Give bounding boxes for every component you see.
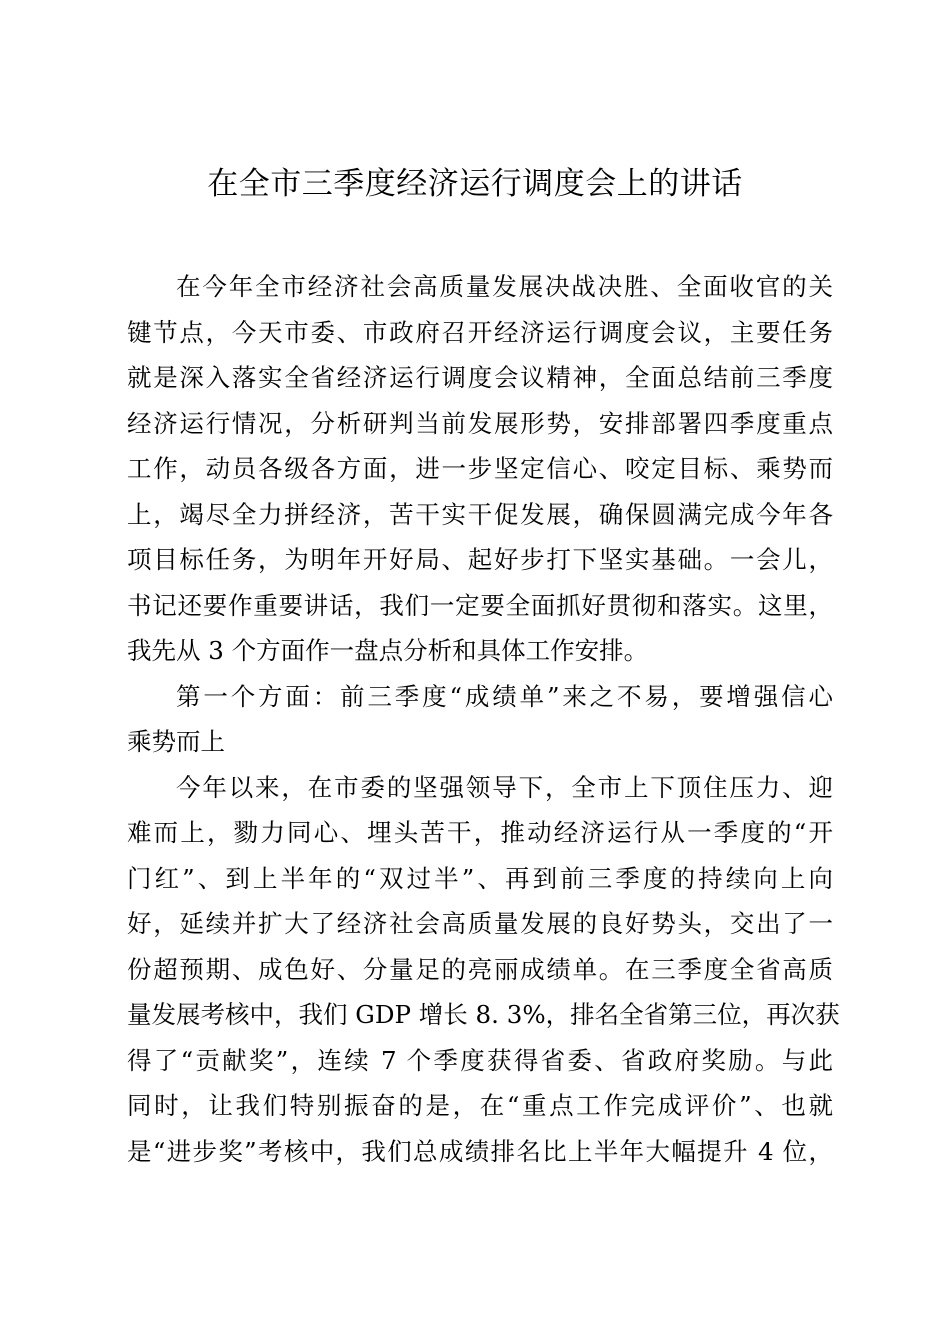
paragraph-3-line: 得了“贡献奖”，连续 7 个季度获得省委、省政府奖励。与此 [127,1045,833,1075]
paragraph-1-line: 经济运行情况，分析研判当前发展形势，安排部署四季度重点 [127,408,833,438]
paragraph-3-line: 量发展考核中，我们 GDP 增长 8. 3%，排名全省第三位，再次获 [127,1000,840,1029]
paragraph-1-line: 上，竭尽全力拼经济，苦干实干促发展，确保圆满完成今年各 [127,499,833,529]
paragraph-1-line: 书记还要作重要讲话，我们一定要全面抓好贯彻和落实。这里， [127,590,833,620]
paragraph-1-line: 键节点，今天市委、市政府召开经济运行调度会议，主要任务 [127,317,833,347]
document-body [127,264,840,1174]
paragraph-1-line: 我先从 3 个方面作一盘点分析和具体工作安排。 [127,636,649,665]
paragraph-3-line: 好，延续并扩大了经济社会高质量发展的良好势头，交出了一 [127,909,833,938]
paragraph-1-line: 项目标任务，为明年开好局、起好步打下坚实基础。一会儿， [127,545,833,574]
paragraph-1-line: 在今年全市经济社会高质量发展决战决胜、全面收官的关 [176,272,833,301]
paragraph-1-line: 就是深入落实全省经济运行调度会议精神，全面总结前三季度 [127,363,833,392]
paragraph-1-line: 工作，动员各级各方面，进一步坚定信心、咬定目标、乘势而 [127,454,833,483]
section-heading-line: 第一个方面：前三季度“成绩单”来之不易，要增强信心 [176,681,833,711]
paragraph-3-line: 难而上，勠力同心、埋头苦干，推动经济运行从一季度的“开 [127,818,833,847]
paragraph-3-line: 同时，让我们特别振奋的是，在“重点工作完成评价”、也就 [127,1091,833,1120]
paragraph-3-line: 份超预期、成色好、分量足的亮丽成绩单。在三季度全省高质 [127,954,833,984]
paragraph-3-line: 今年以来，在市委的坚强领导下，全市上下顶住压力、迎 [176,772,833,802]
section-heading-line: 乘势而上 [127,727,225,756]
document-title: 在全市三季度经济运行调度会上的讲话 [207,166,743,202]
paragraph-3-line: 是“进步奖”考核中，我们总成绩排名比上半年大幅提升 4 位， [127,1136,833,1166]
paragraph-3-line: 门红”、到上半年的“双过半”、再到前三季度的持续向上向 [127,863,833,893]
